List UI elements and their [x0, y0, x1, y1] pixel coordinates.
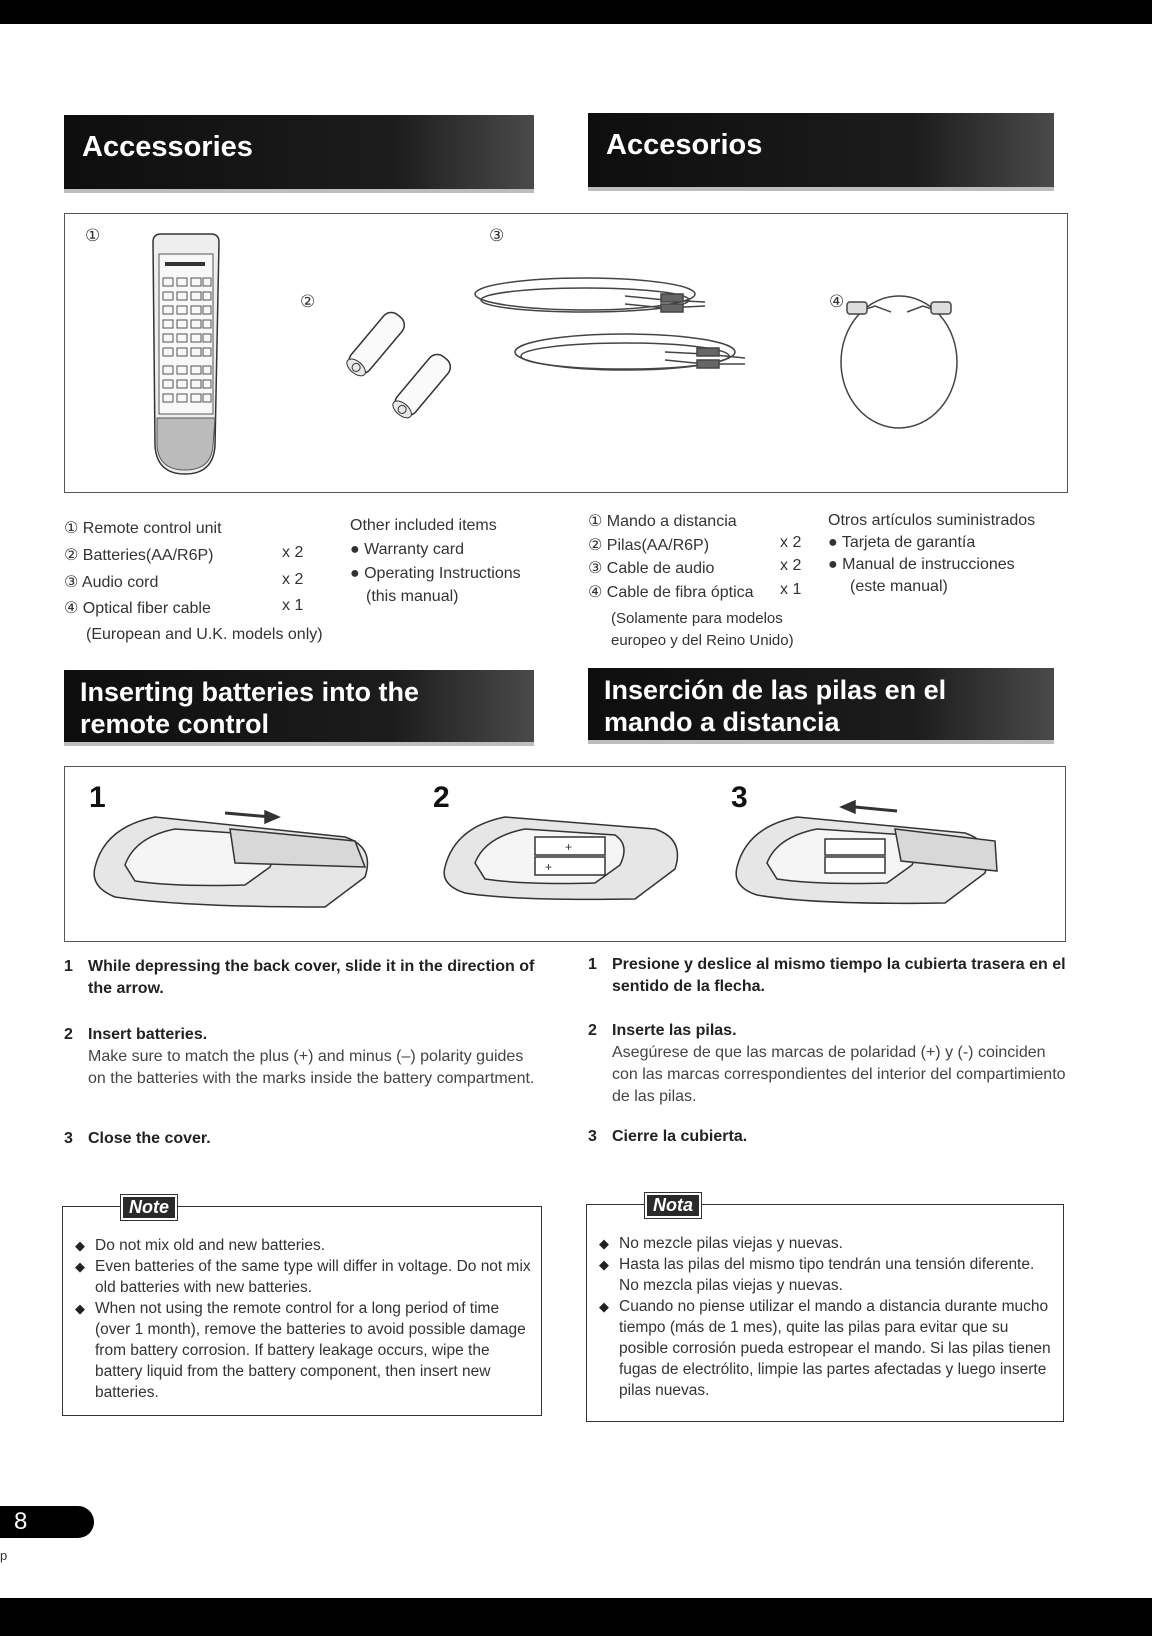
instruction-en-1-text: While depressing the back cover, slide it in the direction of the arrow.	[88, 958, 535, 997]
remote-back-icon-2	[444, 817, 677, 899]
instruction-en-2-number: 2	[64, 1026, 73, 1043]
acc-en-other-1: ● Warranty card	[350, 541, 464, 558]
acc-en-item-2: ② Batteries(AA/R6P)	[64, 547, 214, 564]
accessories-figure	[64, 213, 1068, 493]
note-en-item-2: ◆ Even batteries of the same type will differ in voltage. Do not mix old batteries with new batteries.	[71, 1256, 531, 1298]
instruction-en-2-text: Insert batteries.	[88, 1026, 208, 1043]
note-box-en	[62, 1197, 542, 1416]
acc-en-other-2: ● Operating Instructions	[350, 565, 521, 582]
optical-cable-icon	[841, 296, 957, 428]
acc-es-item-4: ④ Cable de fibra óptica	[588, 584, 754, 601]
figure-label-2: ②	[300, 292, 316, 311]
remote-control-icon	[153, 234, 219, 474]
accessories-header-es-text: Accesorios	[606, 129, 763, 161]
instruction-en-1-number: 1	[64, 958, 73, 975]
acc-es-item-1: ① Mando a distancia	[588, 513, 737, 530]
inserting-header-en	[64, 670, 534, 742]
inserting-header-es-line1: Inserción de las pilas en el	[604, 675, 947, 705]
top-black-bar	[0, 0, 1152, 24]
acc-en-footnote: (European and U.K. models only)	[86, 626, 323, 643]
battery-steps-figure	[64, 766, 1066, 942]
acc-en-item-4: ④ Optical fiber cable	[64, 600, 211, 617]
figure-step-2: 2	[433, 781, 450, 814]
acc-en-item-1: ① Remote control unit	[64, 520, 222, 537]
note-es-item-2: ◆ Hasta las pilas del mismo tipo tendrán una tensión diferente. No mezcla pilas viejas y nuevas.	[595, 1254, 1053, 1296]
figure-label-4: ④	[829, 292, 845, 311]
page-number-tab	[0, 1506, 94, 1538]
inserting-header-es-line2: mando a distancia	[604, 707, 840, 737]
inserting-header-en-line1: Inserting batteries into the	[80, 677, 420, 707]
figure-step-1: 1	[89, 781, 106, 814]
instruction-es-3-number: 3	[588, 1128, 597, 1145]
note-tag-es: Nota	[645, 1193, 701, 1218]
note-box-es	[586, 1195, 1064, 1422]
page-mark: p	[0, 1548, 8, 1563]
acc-es-item-3: ③ Cable de audio	[588, 560, 715, 577]
batteries-icon	[343, 308, 454, 421]
figure-step-3: 3	[731, 781, 748, 814]
note-es-item-1: ◆ No mezcle pilas viejas y nuevas.	[595, 1233, 1053, 1254]
instruction-en-2-desc: Make sure to match the plus (+) and minus (–) polarity guides on the batteries with the marks inside the battery compartment.	[88, 1048, 535, 1087]
instruction-es-3	[588, 1126, 1066, 1148]
instruction-es-2-desc: Asegúrese de que las marcas de polaridad (+) y (-) coinciden con las marcas correspondientes del interior del compartimiento de las pilas.	[612, 1044, 1066, 1105]
svg-text:+: +	[565, 840, 573, 854]
acc-en-qty-2: x 2	[282, 544, 304, 561]
note-es-item-3: ◆ Cuando no piense utilizar el mando a distancia durante mucho tiempo (más de 1 mes), quite las pilas para evitar que su posible corrosión pueda estropear el mando. Si las pilas tienen fugas de electrólito, limpie las partes afectadas y luego inserte pilas nuevas.	[595, 1296, 1053, 1401]
acc-es-item-2: ② Pilas(AA/R6P)	[588, 537, 710, 554]
acc-es-qty-3: x 2	[780, 557, 802, 574]
accessories-illustration	[65, 214, 1065, 490]
acc-es-other-1: ● Tarjeta de garantía	[828, 534, 976, 551]
acc-es-other-2: ● Manual de instrucciones	[828, 556, 1015, 573]
note-en-item-1: ◆ Do not mix old and new batteries.	[71, 1235, 531, 1256]
instruction-es-2-text: Inserte las pilas.	[612, 1022, 737, 1039]
bottom-black-bar	[0, 1598, 1152, 1636]
battery-steps-illustration	[65, 767, 1063, 939]
acc-en-item-3: ③ Audio cord	[64, 574, 159, 591]
instruction-es-2	[588, 1020, 1066, 1108]
instruction-en-2	[64, 1024, 544, 1090]
instruction-en-3-text: Close the cover.	[88, 1130, 211, 1147]
inserting-header-en-line2: remote control	[80, 709, 270, 739]
svg-text:+: +	[545, 860, 553, 874]
audio-cord-icon	[475, 278, 745, 370]
page-number: 8	[14, 1508, 28, 1535]
acc-es-footnote-1: (Solamente para modelos	[611, 610, 783, 627]
acc-es-footnote-2: europeo y del Reino Unido)	[611, 632, 794, 649]
remote-back-icon-3	[736, 801, 997, 903]
remote-back-icon-1	[94, 811, 367, 907]
acc-es-qty-4: x 1	[780, 581, 802, 598]
instruction-es-3-text: Cierre la cubierta.	[612, 1128, 748, 1145]
figure-label-3: ③	[489, 226, 505, 245]
acc-es-other-title: Otros artículos suministrados	[828, 512, 1036, 529]
acc-es-other-2b: (este manual)	[850, 578, 948, 595]
acc-es-qty-2: x 2	[780, 534, 802, 551]
accessories-header-en-text: Accessories	[82, 131, 253, 163]
accessories-header-es	[588, 113, 1054, 187]
instruction-en-3	[64, 1128, 544, 1150]
inserting-header-es	[588, 668, 1054, 740]
instruction-es-1-text: Presione y deslice al mismo tiempo la cubierta trasera en el sentido de la flecha.	[612, 956, 1066, 995]
note-tag-en: Note	[121, 1195, 177, 1220]
instruction-en-3-number: 3	[64, 1130, 73, 1147]
acc-en-qty-4: x 1	[282, 597, 304, 614]
acc-en-other-title: Other included items	[350, 517, 497, 534]
figure-label-1: ①	[85, 226, 101, 245]
acc-en-qty-3: x 2	[282, 571, 304, 588]
note-en-item-3: ◆ When not using the remote control for a long period of time (over 1 month), remove the batteries to avoid possible damage from battery corrosion. If battery leakage occurs, wipe the battery liquid from the battery component, then insert new batteries.	[71, 1298, 531, 1403]
accessories-header-en	[64, 115, 534, 189]
instruction-es-1-number: 1	[588, 956, 597, 973]
acc-en-other-2b: (this manual)	[366, 588, 459, 605]
instruction-es-2-number: 2	[588, 1022, 597, 1039]
instruction-es-1	[588, 954, 1066, 998]
instruction-en-1	[64, 956, 544, 1000]
